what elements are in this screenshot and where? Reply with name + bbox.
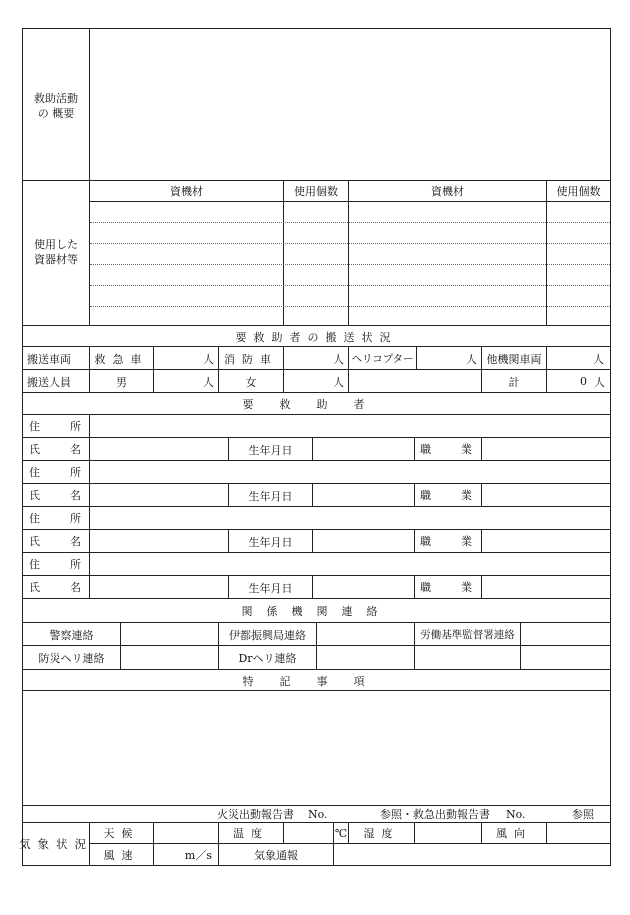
ambulance-unit: 人 <box>203 352 214 366</box>
female-label: 女 <box>245 375 257 389</box>
address-label-b: 所 <box>70 420 81 433</box>
rescued-name-row <box>23 576 610 599</box>
equipment-label-line2: 資器材等 <box>34 253 78 266</box>
job-label-b: 業 <box>461 489 472 502</box>
equipment-section <box>23 181 610 326</box>
name-label-a: 氏 <box>29 489 40 502</box>
col-material-1: 資機材 <box>170 185 203 198</box>
address-input[interactable] <box>90 553 610 575</box>
report-ref-row <box>23 806 610 823</box>
job-label-b: 業 <box>461 443 472 456</box>
agencies-row-1 <box>23 623 610 646</box>
address-input[interactable] <box>90 507 610 529</box>
total-unit: 人 <box>594 375 605 389</box>
izu-label: 伊都振興局連絡 <box>229 628 306 642</box>
fire-report-no: No. <box>308 808 328 821</box>
other-vehicle-label: 他機関車両 <box>486 352 542 366</box>
male-unit: 人 <box>203 375 214 389</box>
name-label-b: 名 <box>70 489 81 502</box>
rescued-name-row <box>23 438 610 461</box>
overview-section <box>23 29 610 181</box>
total-label: 計 <box>508 375 520 389</box>
wind-speed-label: 風速 <box>103 848 140 862</box>
col-count-1: 使用個数 <box>294 185 338 198</box>
humidity-label: 湿度 <box>363 827 400 840</box>
ambulance-report-no: No. <box>506 808 526 821</box>
fire-truck-label: 消防車 <box>224 352 278 366</box>
helicopter-unit: 人 <box>466 352 477 366</box>
name-label-b: 名 <box>70 581 81 594</box>
address-label-a: 住 <box>29 558 40 571</box>
ref-label: 参照 <box>572 808 594 821</box>
transport-persons-row <box>23 370 610 393</box>
fire-report-label: 火災出動報告書 <box>217 808 294 821</box>
rescued-address-row <box>23 507 610 530</box>
overview-label-line2: の 概要 <box>37 107 75 120</box>
weather-condition-label: 天候 <box>103 827 140 840</box>
agencies-row-2 <box>23 646 610 670</box>
agencies-title-row <box>23 599 610 623</box>
job-label-b: 業 <box>461 535 472 548</box>
job-label-a: 職 <box>420 535 431 548</box>
female-unit: 人 <box>333 375 344 389</box>
notes-title-row <box>23 670 610 691</box>
job-label-a: 職 <box>420 489 431 502</box>
celsius-unit: ℃ <box>334 826 348 840</box>
vehicle-label: 搬送車両 <box>27 352 71 366</box>
equipment-label-line1: 使用した <box>34 238 78 251</box>
labor-label: 労働基準監督署連絡 <box>420 629 515 641</box>
notes-area[interactable] <box>23 691 610 806</box>
name-label-a: 氏 <box>29 581 40 594</box>
police-label: 警察連絡 <box>49 628 94 642</box>
birth-label: 生年月日 <box>248 581 293 595</box>
address-input[interactable] <box>90 415 610 437</box>
address-label-a: 住 <box>29 512 40 525</box>
ambulance-label: 救急車 <box>94 352 149 366</box>
disaster-heli-label: 防災ヘリ連絡 <box>38 652 105 665</box>
persons-label: 搬送人員 <box>27 375 71 389</box>
notes-title: 特記事項 <box>242 674 391 688</box>
total-value: 0 <box>580 375 587 388</box>
name-label-b: 名 <box>70 535 81 548</box>
other-vehicle-unit: 人 <box>593 352 604 366</box>
wind-speed-unit: m／s <box>184 848 212 862</box>
overview-label-line1: 救助活動 <box>34 92 78 105</box>
address-label-b: 所 <box>70 512 81 525</box>
weather-section <box>19 823 610 865</box>
rescued-name-row <box>23 530 610 553</box>
transport-title-row <box>23 326 610 347</box>
rescued-address-row <box>23 461 610 484</box>
rescued-title-row <box>23 393 610 415</box>
rescued-title: 要救助者 <box>242 398 391 411</box>
forecast-label: 気象通報 <box>254 848 298 862</box>
agencies-title: 関係機関連絡 <box>241 605 392 618</box>
birth-label: 生年月日 <box>248 535 293 549</box>
helicopter-label: ヘリコプター <box>351 353 414 365</box>
address-label-a: 住 <box>29 466 40 479</box>
rescue-report-form <box>19 28 611 866</box>
dr-heli-label: Drヘリ連絡 <box>238 652 297 665</box>
weather-label: 気象状況 <box>19 837 93 851</box>
ambulance-report-label: 参照・救急出動報告書 <box>380 808 490 821</box>
name-label-b: 名 <box>70 443 81 456</box>
job-label-a: 職 <box>420 581 431 594</box>
col-count-2: 使用個数 <box>556 185 601 198</box>
job-label-a: 職 <box>420 443 431 456</box>
rescued-address-row <box>23 553 610 576</box>
temperature-label: 温度 <box>233 827 269 840</box>
name-label-a: 氏 <box>29 535 40 548</box>
address-label-b: 所 <box>70 466 81 479</box>
rescued-name-row <box>23 484 610 507</box>
wind-dir-label: 風向 <box>496 827 532 840</box>
transport-vehicle-row <box>23 347 610 370</box>
male-label: 男 <box>116 375 127 389</box>
col-material-2: 資機材 <box>431 185 464 198</box>
overview-input-area[interactable] <box>90 29 610 180</box>
fire-truck-unit: 人 <box>333 352 344 366</box>
address-label-a: 住 <box>29 420 40 433</box>
transport-title: 要救助者の搬送状況 <box>235 330 398 344</box>
job-label-b: 業 <box>461 581 472 594</box>
address-input[interactable] <box>90 461 610 483</box>
birth-label: 生年月日 <box>248 443 293 457</box>
birth-label: 生年月日 <box>248 489 293 503</box>
address-label-b: 所 <box>70 558 81 571</box>
rescued-address-row <box>23 415 610 438</box>
name-label-a: 氏 <box>29 443 40 456</box>
